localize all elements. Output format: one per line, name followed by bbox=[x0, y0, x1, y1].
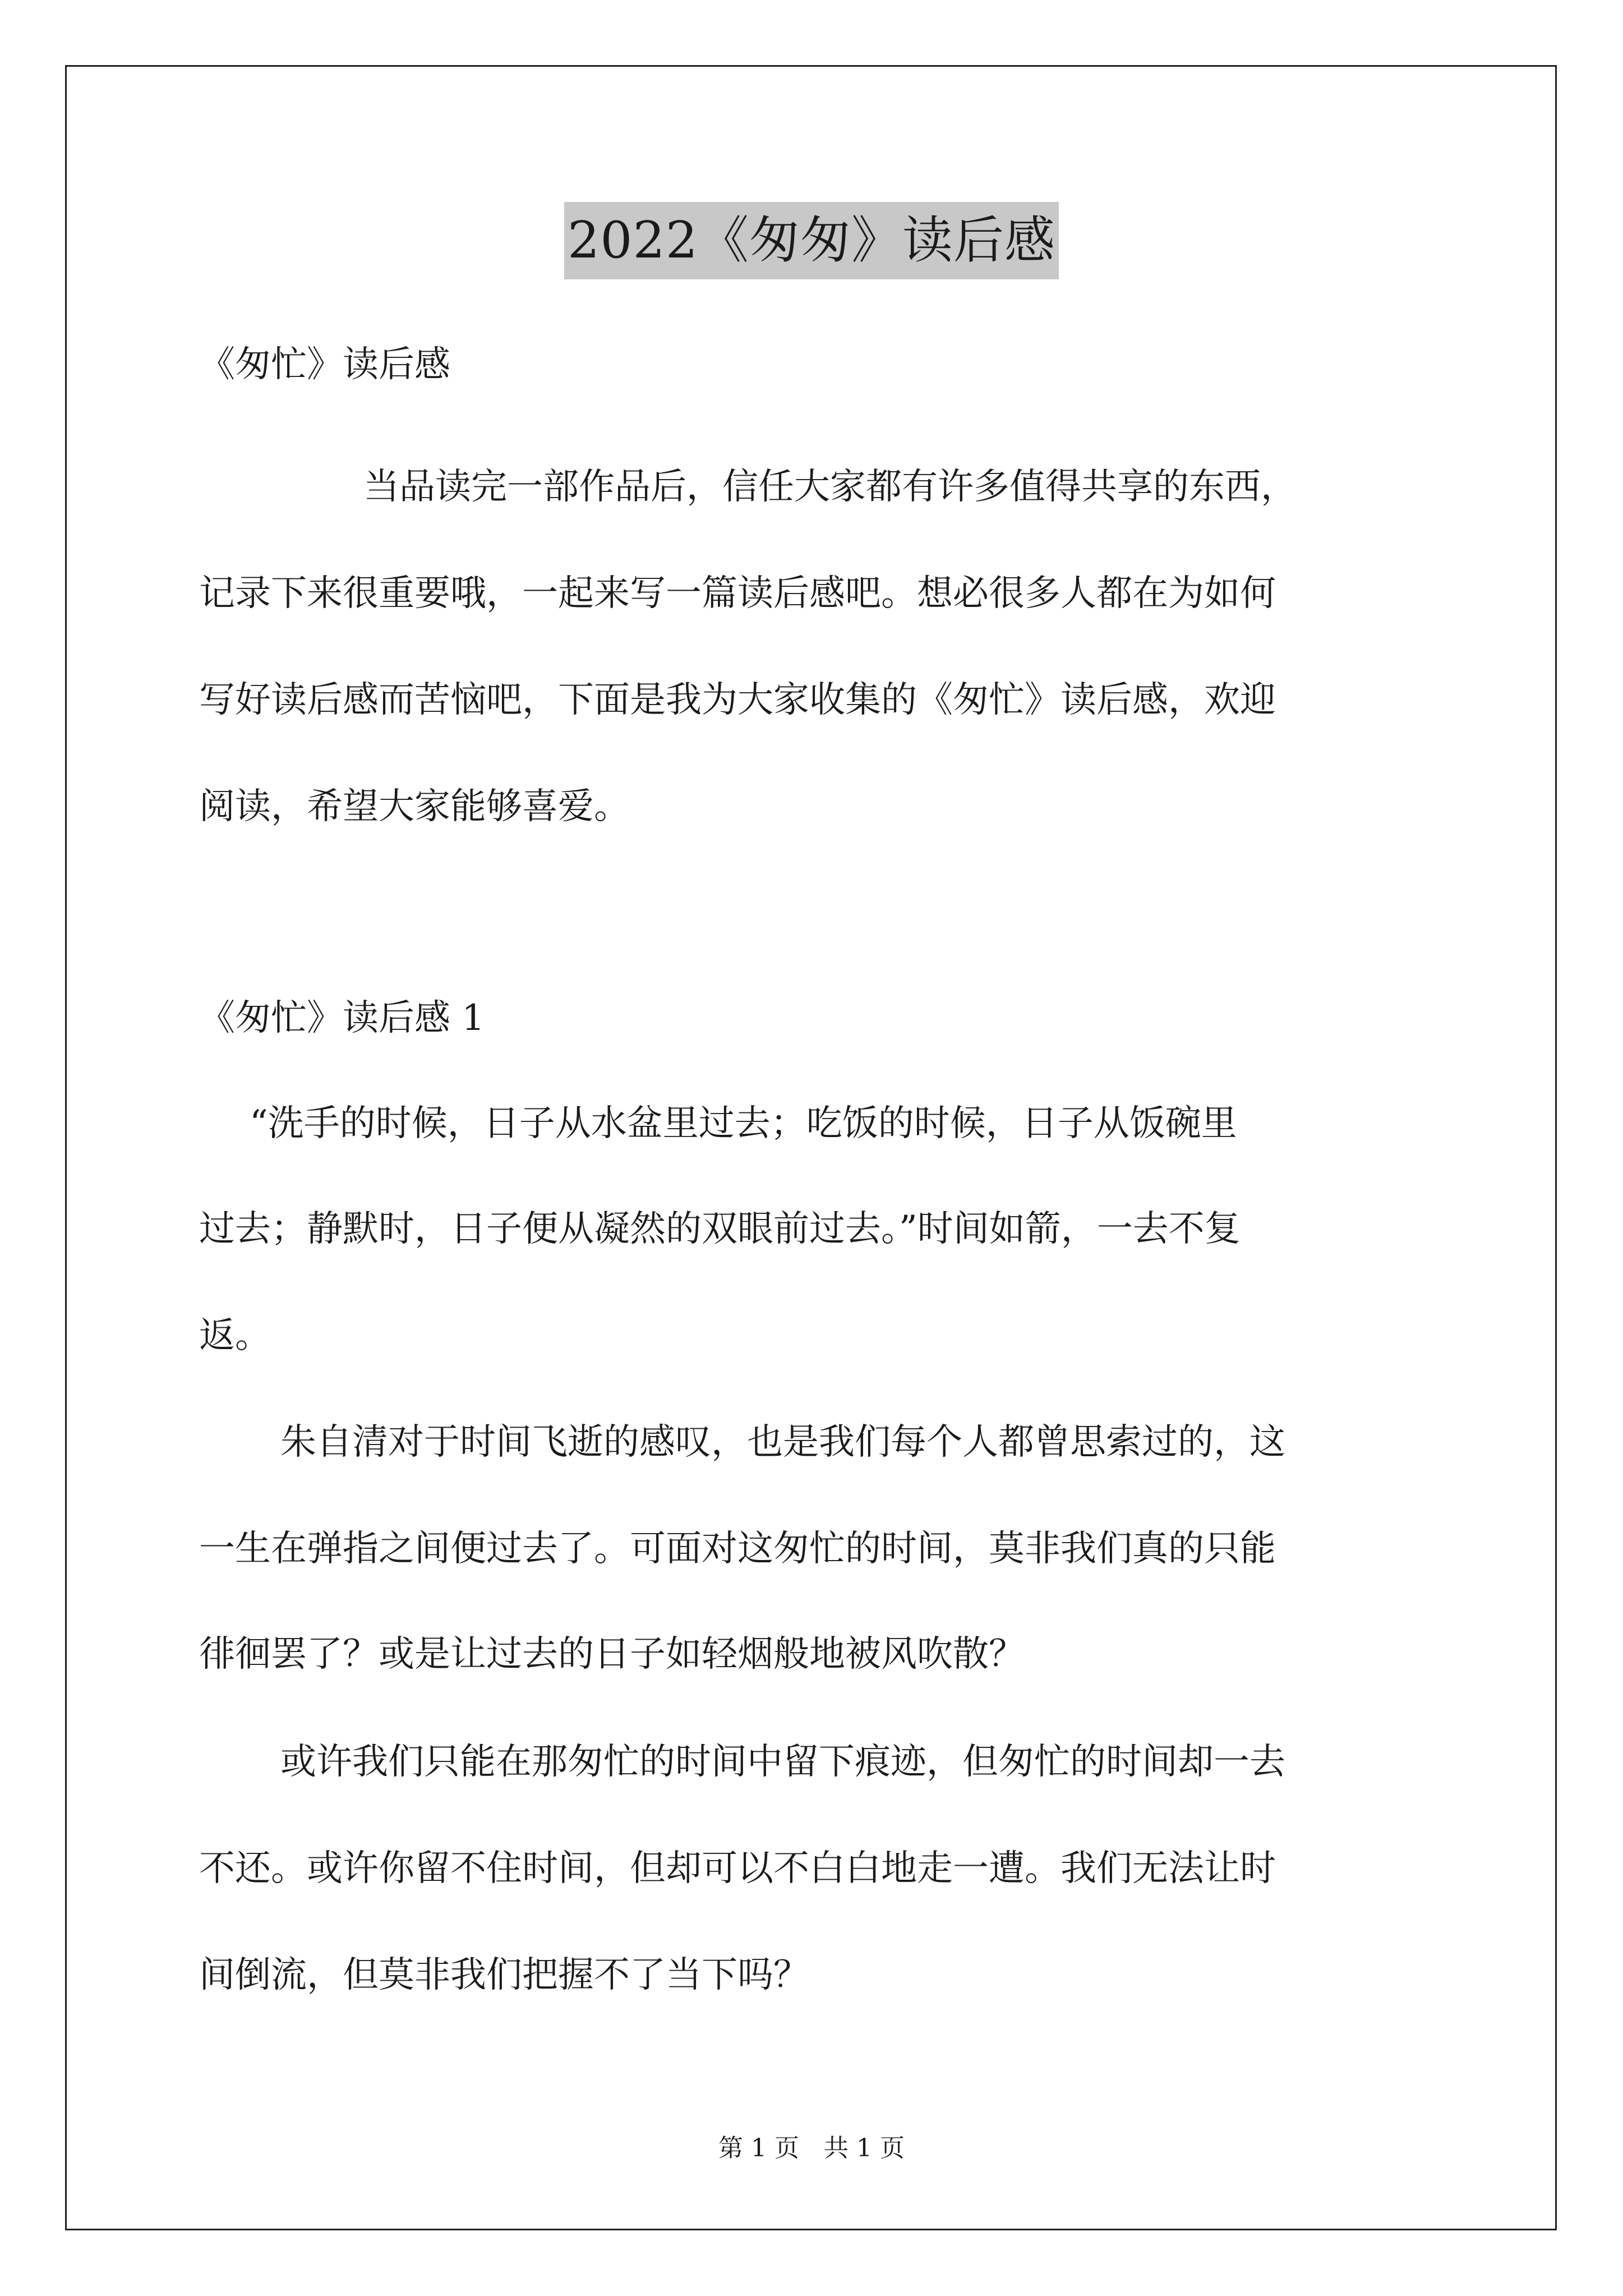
section-heading-1: 《匆忙》读后感 1 bbox=[199, 997, 485, 1039]
title-container bbox=[0, 202, 1623, 279]
paragraph-line: 写好读后感而苦恼吧，下面是我为大家收集的《匆忙》读后感，欢迎 bbox=[199, 679, 1276, 721]
paragraph-line: 不还。或许你留不住时间，但却可以不白白地走一遭。我们无法让时 bbox=[199, 1848, 1276, 1889]
paragraph-line: 或许我们只能在那匆忙的时间中留下痕迹，但匆忙的时间却一去 bbox=[280, 1741, 1285, 1783]
paragraph-line: 记录下来很重要哦，一起来写一篇读后感吧。想必很多人都在为如何 bbox=[199, 573, 1276, 614]
paragraph-line: 阅读，希望大家能够喜爱。 bbox=[199, 786, 630, 827]
paragraph-line: 当品读完一部作品后，信任大家都有许多值得共享的东西， bbox=[363, 466, 1297, 508]
document-title: 2022《匆匆》读后感 bbox=[564, 202, 1059, 279]
paragraph-line: 过去；静默时，日子便从凝然的双眼前过去。”时间如箭，一去不复 bbox=[199, 1208, 1241, 1250]
paragraph-line: 徘徊罢了？或是让过去的日子如轻烟般地被风吹散？ bbox=[199, 1634, 1025, 1675]
page-number: 第 1 页 共 1 页 bbox=[718, 2134, 905, 2162]
paragraph-line: 一生在弹指之间便过去了。可面对这匆忙的时间，莫非我们真的只能 bbox=[199, 1528, 1276, 1570]
paragraph-line: “洗手的时候，日子从水盆里过去；吃饭的时候，日子从饭碗里 bbox=[250, 1103, 1237, 1144]
paragraph-line: 间倒流，但莫非我们把握不了当下吗？ bbox=[199, 1954, 809, 1996]
paragraph-line: 返。 bbox=[199, 1315, 271, 1356]
section-heading-intro: 《匆忙》读后感 bbox=[199, 344, 450, 385]
paragraph-line: 朱自清对于时间飞逝的感叹，也是我们每个人都曾思索过的，这 bbox=[280, 1421, 1285, 1463]
